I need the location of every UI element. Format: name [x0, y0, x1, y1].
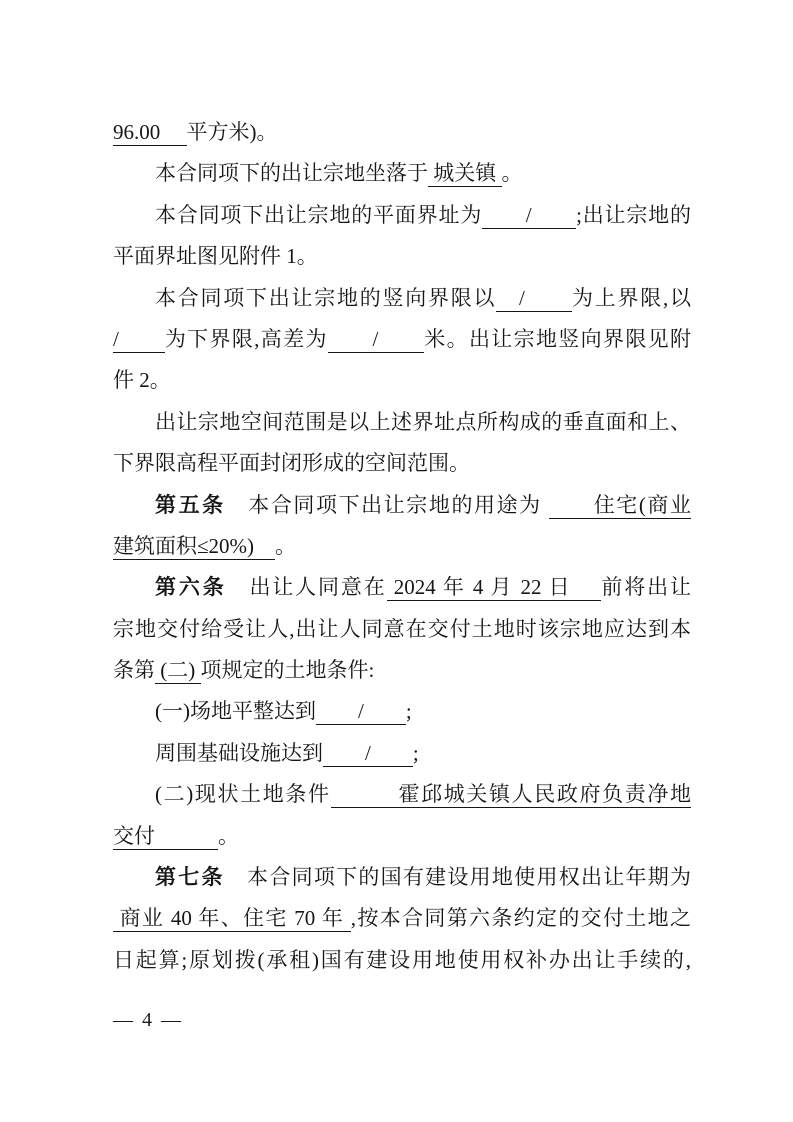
- document-line: [113, 443, 691, 484]
- fillin-value: 2024 年 4 月 22 日: [386, 575, 602, 600]
- fillin-blank: /: [113, 326, 165, 351]
- text-segment: 为上界限,以: [572, 285, 692, 310]
- fillin-value: 96.00: [113, 120, 187, 144]
- text-segment: ;: [405, 699, 412, 724]
- fillin-value: (二): [155, 658, 201, 683]
- fillin-blank: /: [316, 699, 406, 724]
- fillin-blank: /: [323, 740, 413, 765]
- document-line: [113, 650, 691, 691]
- text-segment: 本合同项下的国有建设用地使用权出让年期为: [224, 865, 692, 890]
- text-segment: 米。出让宗地竖向界限见附: [424, 326, 691, 351]
- text-segment: ;: [412, 740, 419, 765]
- fillin-value: 建筑面积≤20%): [113, 533, 276, 558]
- text-segment: 。: [275, 533, 297, 558]
- text-segment: 项规定的土地条件:: [200, 658, 375, 683]
- text-segment: (二)现状土地条件: [155, 782, 331, 807]
- text-segment: 平面界址图见附件 1。: [113, 244, 318, 269]
- document-line: [113, 857, 691, 898]
- document-line: [113, 485, 691, 526]
- clause-title: 第六条: [155, 576, 227, 600]
- clause-title: 第五条: [155, 493, 226, 517]
- text-segment: ;出让宗地的: [576, 202, 691, 227]
- document-line: [113, 112, 691, 153]
- page-number: — 4 —: [113, 1009, 183, 1031]
- text-segment: 出让人同意在: [226, 575, 387, 600]
- fillin-blank: /: [496, 285, 573, 310]
- fillin-value: 霍邱城关镇人民政府负责净地: [330, 782, 691, 807]
- fillin-value: 交付: [113, 823, 218, 848]
- text-segment: 出让宗地空间范围是以上述界址点所构成的垂直面和上、: [155, 409, 691, 434]
- text-segment: 。: [501, 161, 523, 186]
- document-line: [113, 236, 691, 277]
- text-segment: 本合同项下出让宗地的竖向界限以: [155, 285, 497, 310]
- document-line: [113, 691, 691, 732]
- document-line: [113, 402, 691, 443]
- document-body: [113, 112, 691, 981]
- document-line: [113, 567, 691, 608]
- fillin-blank: /: [482, 202, 577, 227]
- text-segment: 平方米)。: [186, 120, 278, 144]
- text-segment: 周围基础设施达到: [155, 740, 323, 765]
- document-line: [113, 278, 691, 319]
- document-line: [113, 609, 691, 650]
- text-segment: 日起算;原划拨(承租)国有建设用地使用权补办出让手续的,: [113, 947, 691, 972]
- document-line: [113, 360, 691, 401]
- clause-title: 第七条: [155, 866, 225, 890]
- document-line: [113, 526, 691, 567]
- text-segment: ,按本合同第六条约定的交付土地之: [350, 906, 692, 931]
- fillin-value: 商业 40 年、住宅 70 年: [113, 906, 351, 931]
- fillin-value: 住宅(商业: [548, 492, 691, 517]
- fillin-value: 城关镇: [428, 161, 502, 186]
- document-line: [113, 153, 691, 194]
- text-segment: 本合同项下出让宗地的平面界址为: [155, 202, 483, 227]
- document-line: [113, 195, 691, 236]
- text-segment: 前将出让: [601, 575, 692, 600]
- document-line: [113, 816, 691, 857]
- text-segment: 下界限高程平面封闭形成的空间范围。: [113, 451, 470, 476]
- document-line: [113, 733, 691, 774]
- text-segment: (一)场地平整达到: [155, 699, 316, 724]
- text-segment: 本合同项下出让宗地的用途为: [225, 492, 549, 517]
- document-line: [113, 319, 691, 360]
- document-line: [113, 898, 691, 939]
- document-line: [113, 774, 691, 815]
- text-segment: 为下界限,高差为: [164, 326, 328, 351]
- fillin-blank: /: [327, 326, 425, 351]
- document-line: [113, 940, 691, 981]
- text-segment: 条第: [113, 658, 155, 683]
- text-segment: 件 2。: [113, 368, 171, 393]
- text-segment: 宗地交付给受让人,出让人同意在交付土地时该宗地应达到本: [113, 616, 691, 641]
- text-segment: 本合同项下的出让宗地坐落于: [155, 161, 428, 186]
- text-segment: 。: [218, 823, 239, 848]
